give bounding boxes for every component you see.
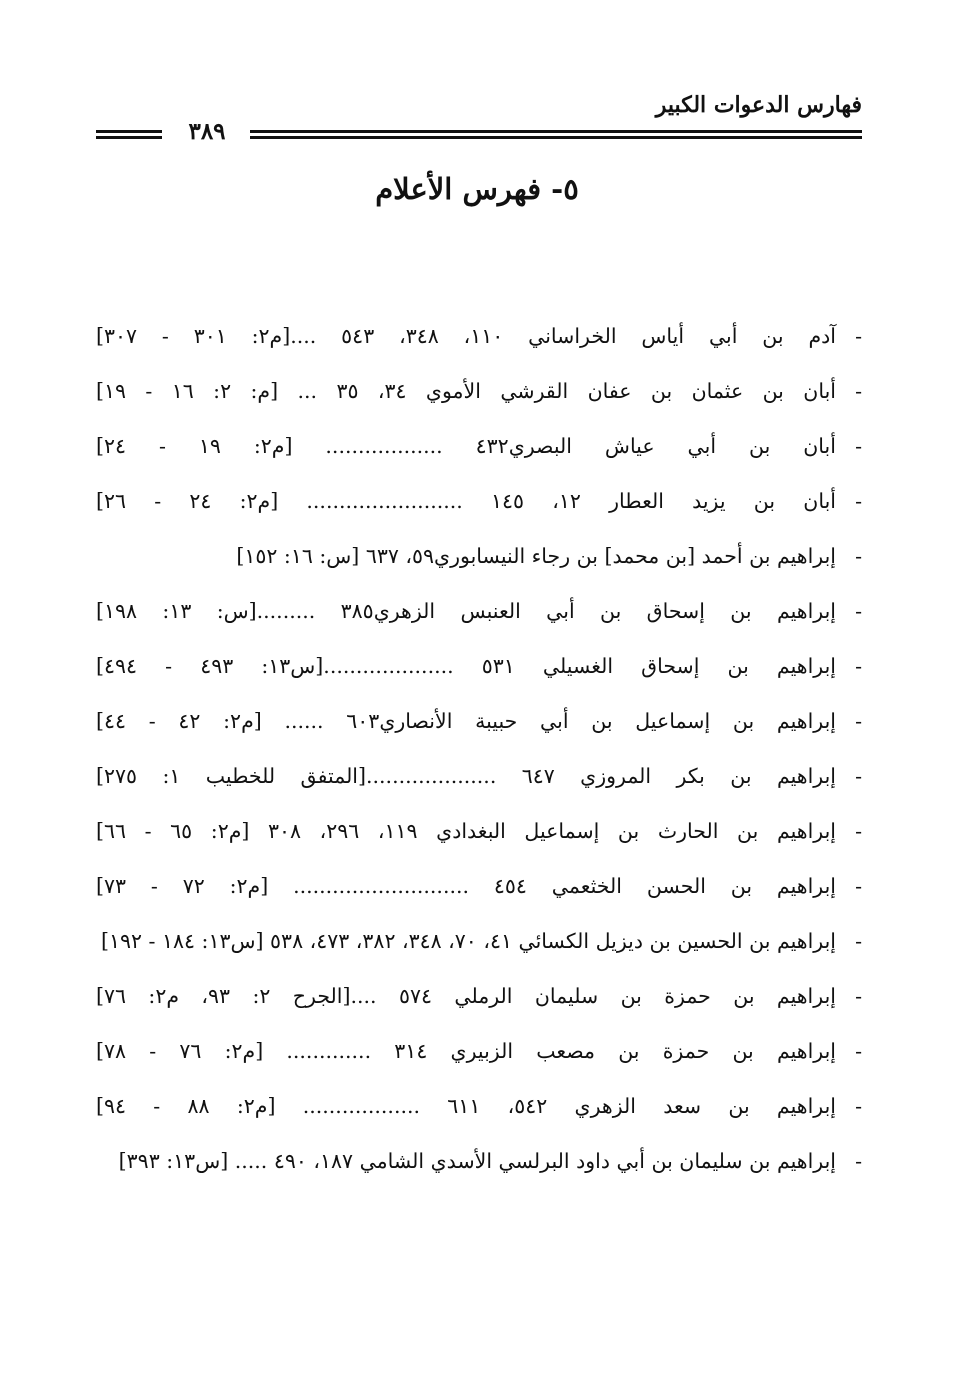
index-entries [96,318,862,1198]
index-entry [96,428,862,464]
index-entry [96,978,862,1014]
entry-dash: - [855,379,862,403]
entry-dash: - [855,984,862,1008]
entry-text: إبراهيم بن حمزة بن سليمان الرملي ٥٧٤ ....[الجرح ٢: ٩٣، م٢: ٧٦] [96,984,836,1008]
entry-text: أبان بن عثمان بن عفان القرشي الأموي ٣٤، ٣٥ ... [م: ٢: ١٦ - ١٩] [96,379,836,403]
entry-dash: - [855,1149,862,1173]
index-entry [96,923,862,959]
entry-text: أبان بن يزيد العطار ١٢، ١٤٥ ........................ [م٢: ٢٤ - ٢٦] [96,489,836,513]
entry-dash: - [855,764,862,788]
index-entry [96,1143,862,1179]
entry-dash: - [855,929,862,953]
index-entry [96,1033,862,1069]
entry-dash: - [855,654,862,678]
index-entry [96,703,862,739]
page-number: ٣٨٩ [188,118,226,145]
header-rule-short [96,130,162,139]
header-rule [250,130,862,139]
entry-text: إبراهيم بن الحسن الخثعمي ٤٥٤ ........................... [م٢: ٧٢ - ٧٣] [96,874,836,898]
running-title: فهارس الدعوات الكبير [655,92,862,118]
entry-dash: - [855,874,862,898]
entry-dash: - [855,1094,862,1118]
entry-dash: - [855,1039,862,1063]
index-entry [96,648,862,684]
index-entry [96,593,862,629]
entry-dash: - [855,599,862,623]
entry-dash: - [855,819,862,843]
entry-text: إبراهيم بن إسماعيل بن أبي حبيبة الأنصاري٦٠٣ ...... [م٢: ٤٢ - ٤٤] [96,709,836,733]
entry-text: إبراهيم بن إسحاق الغسيلي ٥٣١ ....................[س١٣: ٤٩٣ - ٤٩٤] [96,654,836,678]
entry-text: إبراهيم بن سعد الزهري ٥٤٢، ٦١١ .................. [م٢: ٨٨ - ٩٤] [96,1094,836,1118]
entry-text: إبراهيم بن إسحاق بن أبي العنبس الزهري٣٨٥ .........[س: ١٣: ١٩٨] [96,599,836,623]
entry-dash: - [855,434,862,458]
entry-text: إبراهيم بن أحمد [بن محمد] بن رجاء النيسابوري٥٩، ٦٣٧ [س: ١٦: ١٥٢] [236,544,836,568]
index-entry [96,813,862,849]
entry-text: إبراهيم بن سليمان بن أبي داود البرلسي الأسدي الشامي ١٨٧، ٤٩٠ ..... [س١٣: ٣٩٣] [118,1149,836,1173]
entry-text: أبان بن أبي عياش البصري٤٣٢ .................. [م٢: ١٩ - ٢٤] [96,434,836,458]
index-entry [96,373,862,409]
entry-text: إبراهيم بن الحارث بن إسماعيل البغدادي ١١٩، ٢٩٦، ٣٠٨ [م٢: ٦٥ - ٦٦] [96,819,836,843]
entry-dash: - [855,324,862,348]
index-entry [96,868,862,904]
index-entry [96,758,862,794]
entry-text: إبراهيم بن حمزة بن مصعب الزبيري ٣١٤ ............. [م٢: ٧٦ - ٧٨] [96,1039,837,1063]
section-title: ٥- فهرس الأعلام [375,172,579,206]
entry-text: إبراهيم بن بكر المروزي ٦٤٧ ....................[المتفق للخطيب ١: ٢٧٥] [96,764,836,788]
index-entry [96,538,862,574]
entry-text: آدم بن أبي أياس الخراساني ١١٠، ٣٤٨، ٥٤٣ ....[م٢: ٣٠١ - ٣٠٧] [96,324,836,348]
entry-dash: - [855,709,862,733]
entry-dash: - [855,489,862,513]
index-entry [96,1088,862,1124]
index-entry [96,483,862,519]
entry-text: إبراهيم بن الحسين بن ديزيل الكسائي ٤١، ٧٠، ٣٤٨، ٣٨٢، ٤٧٣، ٥٣٨ [س١٣: ١٨٤ - ١٩٢] [100,929,836,953]
index-entry [96,318,862,354]
entry-dash: - [855,544,862,568]
